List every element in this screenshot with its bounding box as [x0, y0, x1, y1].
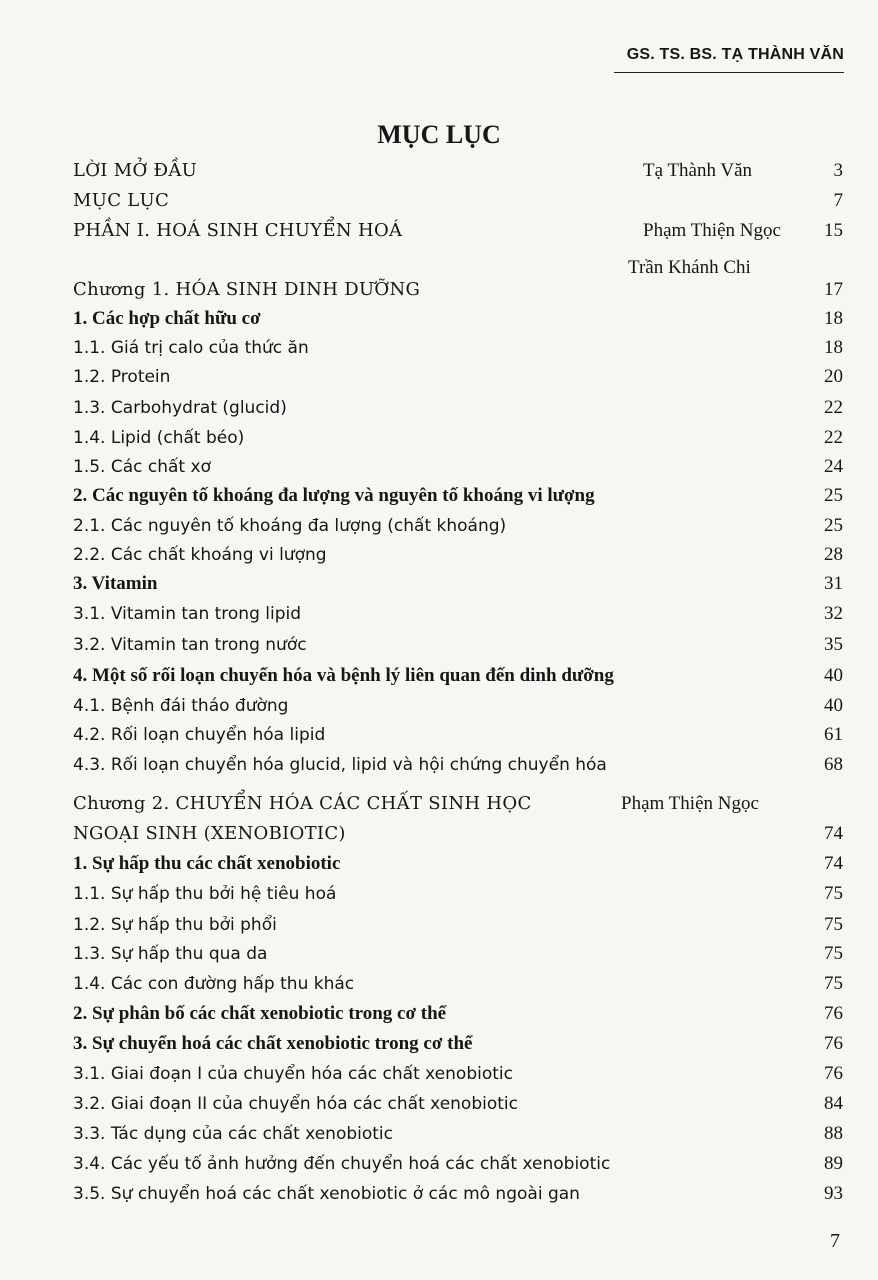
- toc-label: 2.1. Các nguyên tố khoáng đa lượng (chất khoáng): [73, 516, 507, 536]
- toc-label: 1.2. Protein: [73, 367, 171, 387]
- toc-entry[interactable]: [73, 631, 843, 659]
- toc-page: 74: [824, 853, 843, 874]
- toc-label: 1. Các hợp chất hữu cơ: [73, 308, 261, 329]
- toc-entry[interactable]: [73, 305, 843, 333]
- toc-label: 3.2. Vitamin tan trong nước: [73, 635, 307, 655]
- toc-label: PHẦN I. HOÁ SINH CHUYỂN HOÁ: [73, 220, 403, 241]
- toc-label: 1.4. Lipid (chất béo): [73, 428, 245, 448]
- toc-label: 3.2. Giai đoạn II của chuyển hóa các chất xenobiotic: [73, 1094, 518, 1114]
- toc-entry[interactable]: [73, 790, 843, 818]
- toc-entry[interactable]: [73, 541, 843, 569]
- toc-label: Chương 2. CHUYỂN HÓA CÁC CHẤT SINH HỌC: [73, 793, 532, 814]
- toc-page: 18: [824, 308, 843, 329]
- toc-page: 40: [824, 695, 843, 716]
- toc-entry[interactable]: [73, 334, 843, 362]
- toc-label: 4.2. Rối loạn chuyển hóa lipid: [73, 725, 326, 745]
- toc-page: 7: [833, 190, 843, 211]
- toc-label: 2. Các nguyên tố khoáng đa lượng và nguyên tố khoáng vi lượng: [73, 485, 595, 506]
- toc-entry[interactable]: [73, 692, 843, 720]
- toc-page: 20: [824, 366, 843, 387]
- toc-page: 18: [824, 337, 843, 358]
- toc-label: LỜI MỞ ĐẦU: [73, 160, 198, 181]
- toc-entry[interactable]: [73, 157, 843, 185]
- toc-label: 1.2. Sự hấp thu bởi phổi: [73, 915, 277, 935]
- toc-page: 3: [833, 160, 843, 181]
- toc-page: 75: [824, 883, 843, 904]
- toc-entry[interactable]: [73, 911, 843, 939]
- toc-entry[interactable]: [73, 482, 843, 510]
- toc-label: 1.1. Sự hấp thu bởi hệ tiêu hoá: [73, 884, 337, 904]
- toc-entry[interactable]: [73, 940, 843, 968]
- toc-label: 3. Vitamin: [73, 573, 158, 594]
- toc-entry[interactable]: [73, 424, 843, 452]
- toc-label: 3.3. Tác dụng của các chất xenobiotic: [73, 1124, 394, 1144]
- toc-page: 32: [824, 603, 843, 624]
- toc-entry[interactable]: [73, 1030, 843, 1058]
- toc-label: NGOẠI SINH (XENOBIOTIC): [73, 823, 346, 844]
- page-number: 7: [830, 1230, 840, 1252]
- toc-page: 25: [824, 485, 843, 506]
- toc-page: 89: [824, 1153, 843, 1174]
- page-title: MỤC LỤC: [377, 120, 501, 149]
- toc-page: 24: [824, 456, 843, 477]
- toc-label: 1.3. Sự hấp thu qua da: [73, 944, 268, 964]
- toc-entry[interactable]: [73, 970, 843, 998]
- toc-page: 75: [824, 943, 843, 964]
- toc-page: 68: [824, 754, 843, 775]
- toc-entry[interactable]: [73, 1150, 843, 1178]
- toc-page: 61: [824, 724, 843, 745]
- toc-entry[interactable]: [73, 187, 843, 215]
- toc-label: 1. Sự hấp thu các chất xenobiotic: [73, 853, 341, 874]
- toc-label: 4. Một số rối loạn chuyển hóa và bệnh lý liên quan đến dinh dưỡng: [73, 665, 614, 686]
- toc-label: 4.3. Rối loạn chuyển hóa glucid, lipid và hội chứng chuyển hóa: [73, 755, 607, 775]
- toc-page: 93: [824, 1183, 843, 1204]
- toc-page: 75: [824, 914, 843, 935]
- toc-label: 1.1. Giá trị calo của thức ăn: [73, 338, 309, 358]
- toc-page: 35: [824, 634, 843, 655]
- toc-entry[interactable]: [73, 1180, 843, 1208]
- toc-entry[interactable]: [73, 453, 843, 481]
- toc-entry[interactable]: [73, 850, 843, 878]
- running-header: GS. TS. BS. TẠ THÀNH VĂN: [626, 46, 844, 63]
- toc-page: 22: [824, 427, 843, 448]
- toc-entry[interactable]: [73, 820, 843, 848]
- toc-label: 4.1. Bệnh đái tháo đường: [73, 696, 289, 716]
- toc-entry[interactable]: [73, 600, 843, 628]
- toc-label: 2.2. Các chất khoáng vi lượng: [73, 545, 327, 565]
- toc-label: 2. Sự phân bố các chất xenobiotic trong cơ thể: [73, 1003, 447, 1024]
- toc-label: 3.4. Các yếu tố ảnh hưởng đến chuyển hoá các chất xenobiotic: [73, 1154, 611, 1174]
- toc-author: Trần Khánh Chi: [628, 257, 751, 278]
- toc-entry[interactable]: [73, 276, 843, 304]
- toc-label: 1.4. Các con đường hấp thu khác: [73, 974, 355, 994]
- toc-page: 28: [824, 544, 843, 565]
- toc-page: 84: [824, 1093, 843, 1114]
- toc-label: MỤC LỤC: [73, 190, 170, 211]
- toc-label: 3.5. Sự chuyển hoá các chất xenobiotic ở các mô ngoài gan: [73, 1184, 580, 1204]
- toc-page: 76: [824, 1033, 843, 1054]
- toc-author: Phạm Thiện Ngọc: [621, 793, 759, 814]
- toc-label: 1.3. Carbohydrat (glucid): [73, 398, 287, 418]
- toc-page: 31: [824, 573, 843, 594]
- toc-author: Tạ Thành Văn: [643, 160, 753, 181]
- toc-page: 75: [824, 973, 843, 994]
- toc-label: 3.1. Giai đoạn I của chuyển hóa các chất xenobiotic: [73, 1064, 513, 1084]
- toc-page: 76: [824, 1003, 843, 1024]
- toc-page: 40: [824, 665, 843, 686]
- toc-entry[interactable]: [73, 1060, 843, 1088]
- toc-entry[interactable]: [73, 1000, 843, 1028]
- toc-author: Phạm Thiện Ngọc: [643, 220, 781, 241]
- toc-label: 3.1. Vitamin tan trong lipid: [73, 604, 302, 624]
- toc-entry[interactable]: [73, 1120, 843, 1148]
- toc-page: 17: [824, 279, 843, 300]
- header-rule: [614, 72, 844, 73]
- toc-label: 3. Sự chuyển hoá các chất xenobiotic trong cơ thể: [73, 1033, 473, 1054]
- toc-page: 88: [824, 1123, 843, 1144]
- toc-page: 76: [824, 1063, 843, 1084]
- toc-entry[interactable]: [73, 751, 843, 779]
- toc-label: Chương 1. HÓA SINH DINH DƯỠNG: [73, 279, 421, 300]
- toc-entry[interactable]: [73, 1090, 843, 1118]
- toc-page: 15: [824, 220, 843, 241]
- toc-page: 25: [824, 515, 843, 536]
- toc-entry[interactable]: [73, 512, 843, 540]
- toc-entry[interactable]: [73, 217, 843, 245]
- toc-entry[interactable]: [73, 394, 843, 422]
- toc-entry[interactable]: [73, 570, 843, 598]
- toc-entry[interactable]: [73, 662, 843, 690]
- toc-entry[interactable]: [73, 721, 843, 749]
- toc-page: 22: [824, 397, 843, 418]
- toc-label: 1.5. Các chất xơ: [73, 457, 211, 477]
- toc-entry[interactable]: [73, 880, 843, 908]
- toc-page: 74: [824, 823, 843, 844]
- toc-entry[interactable]: [73, 363, 843, 391]
